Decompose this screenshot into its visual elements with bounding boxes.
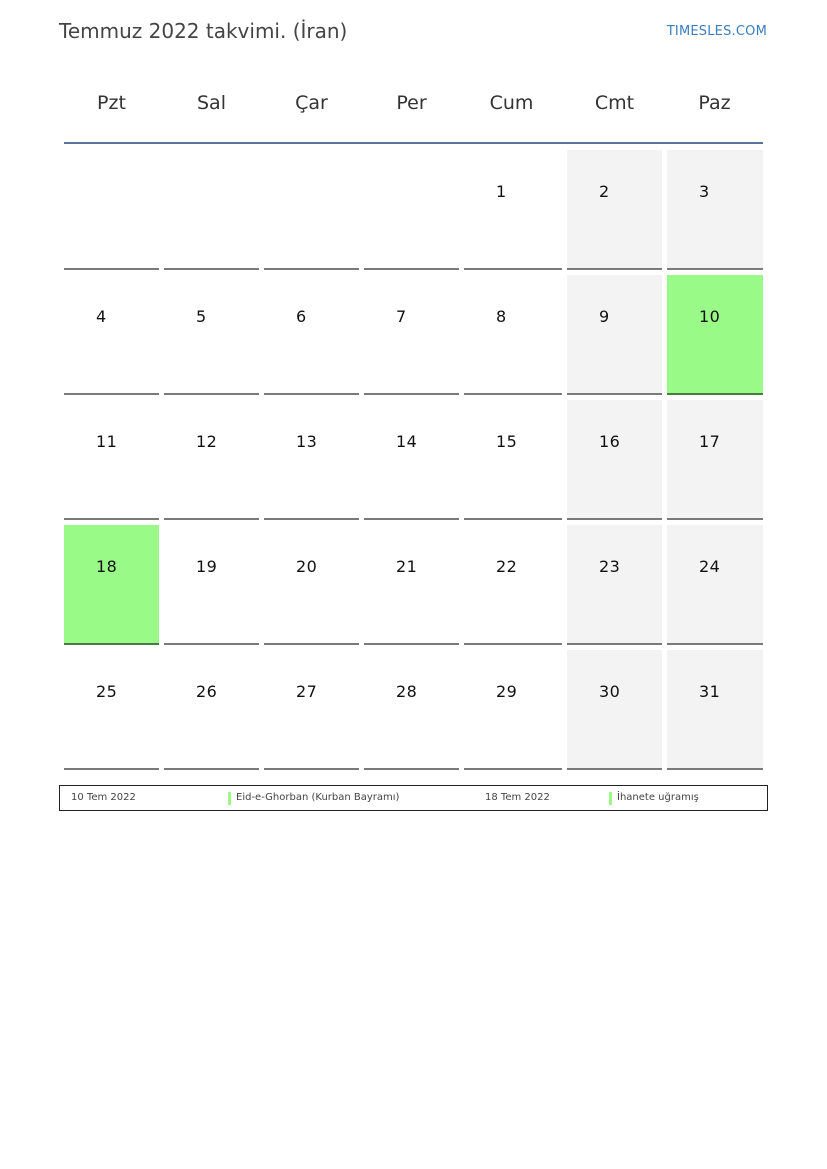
day-cell-weekend[interactable] <box>567 150 662 270</box>
day-cell[interactable] <box>364 650 459 770</box>
legend-date: 18 Tem 2022 <box>485 792 550 803</box>
day-number: 15 <box>496 432 518 451</box>
day-number: 10 <box>699 307 721 326</box>
weekday-tuesday: Sal <box>197 92 226 114</box>
day-cell[interactable] <box>264 400 359 520</box>
day-number: 4 <box>96 307 107 326</box>
day-cell[interactable] <box>364 400 459 520</box>
day-cell-holiday[interactable] <box>64 525 159 645</box>
day-cell-empty <box>264 150 359 270</box>
day-cell[interactable] <box>64 275 159 395</box>
day-number: 20 <box>296 557 318 576</box>
day-cell[interactable] <box>264 650 359 770</box>
day-cell-weekend[interactable] <box>567 400 662 520</box>
legend-color-marker <box>609 792 612 805</box>
day-number: 7 <box>396 307 407 326</box>
weekday-saturday: Cmt <box>594 92 635 114</box>
day-cell-weekend[interactable] <box>567 525 662 645</box>
day-number: 25 <box>96 682 118 701</box>
weekday-thursday: Per <box>396 92 427 114</box>
day-number: 29 <box>496 682 518 701</box>
legend-holiday-name: Eid-e-Ghorban (Kurban Bayramı) <box>236 792 400 803</box>
day-number: 18 <box>96 557 118 576</box>
page-title: Temmuz 2022 takvimi. (İran) <box>59 19 348 43</box>
day-number: 14 <box>396 432 418 451</box>
day-number: 8 <box>496 307 507 326</box>
day-number: 17 <box>699 432 721 451</box>
day-number: 28 <box>396 682 418 701</box>
legend-holiday-name: İhanete uğramış <box>617 792 699 803</box>
day-cell-weekend[interactable] <box>667 400 763 520</box>
weekday-sunday: Paz <box>698 92 731 114</box>
day-cell-weekend[interactable] <box>667 150 763 270</box>
day-number: 16 <box>599 432 621 451</box>
day-cell-weekend[interactable] <box>567 275 662 395</box>
day-cell-weekend[interactable] <box>567 650 662 770</box>
day-number: 11 <box>96 432 118 451</box>
day-number: 30 <box>599 682 621 701</box>
day-number: 12 <box>196 432 218 451</box>
day-number: 2 <box>599 182 610 201</box>
day-cell[interactable] <box>464 275 562 395</box>
day-cell[interactable] <box>164 400 259 520</box>
day-cell[interactable] <box>264 525 359 645</box>
day-cell-weekend[interactable] <box>667 525 763 645</box>
day-cell[interactable] <box>464 400 562 520</box>
day-number: 1 <box>496 182 507 201</box>
day-cell[interactable] <box>364 525 459 645</box>
day-cell-empty <box>64 150 159 270</box>
day-number: 9 <box>599 307 610 326</box>
day-cell[interactable] <box>164 525 259 645</box>
day-number: 27 <box>296 682 318 701</box>
day-cell[interactable] <box>464 650 562 770</box>
weekday-monday: Pzt <box>97 92 126 114</box>
site-link[interactable]: TIMESLES.COM <box>666 24 767 39</box>
weekday-friday: Cum <box>489 92 534 114</box>
day-cell[interactable] <box>364 275 459 395</box>
day-number: 5 <box>196 307 207 326</box>
day-cell[interactable] <box>464 525 562 645</box>
day-cell[interactable] <box>64 400 159 520</box>
day-number: 24 <box>699 557 721 576</box>
day-number: 3 <box>699 182 710 201</box>
day-cell-weekend[interactable] <box>667 650 763 770</box>
day-number: 23 <box>599 557 621 576</box>
day-number: 6 <box>296 307 307 326</box>
day-cell[interactable] <box>164 650 259 770</box>
day-number: 19 <box>196 557 218 576</box>
holiday-legend <box>59 785 768 811</box>
legend-color-marker <box>228 792 231 805</box>
legend-date: 10 Tem 2022 <box>71 792 136 803</box>
day-number: 13 <box>296 432 318 451</box>
day-number: 31 <box>699 682 721 701</box>
day-number: 26 <box>196 682 218 701</box>
day-cell[interactable] <box>64 650 159 770</box>
weekday-wednesday: Çar <box>295 92 328 114</box>
day-cell[interactable] <box>464 150 562 270</box>
day-cell[interactable] <box>264 275 359 395</box>
day-cell-empty <box>364 150 459 270</box>
day-cell-holiday[interactable] <box>667 275 763 395</box>
day-cell[interactable] <box>164 275 259 395</box>
day-number: 22 <box>496 557 518 576</box>
day-cell-empty <box>164 150 259 270</box>
day-number: 21 <box>396 557 418 576</box>
